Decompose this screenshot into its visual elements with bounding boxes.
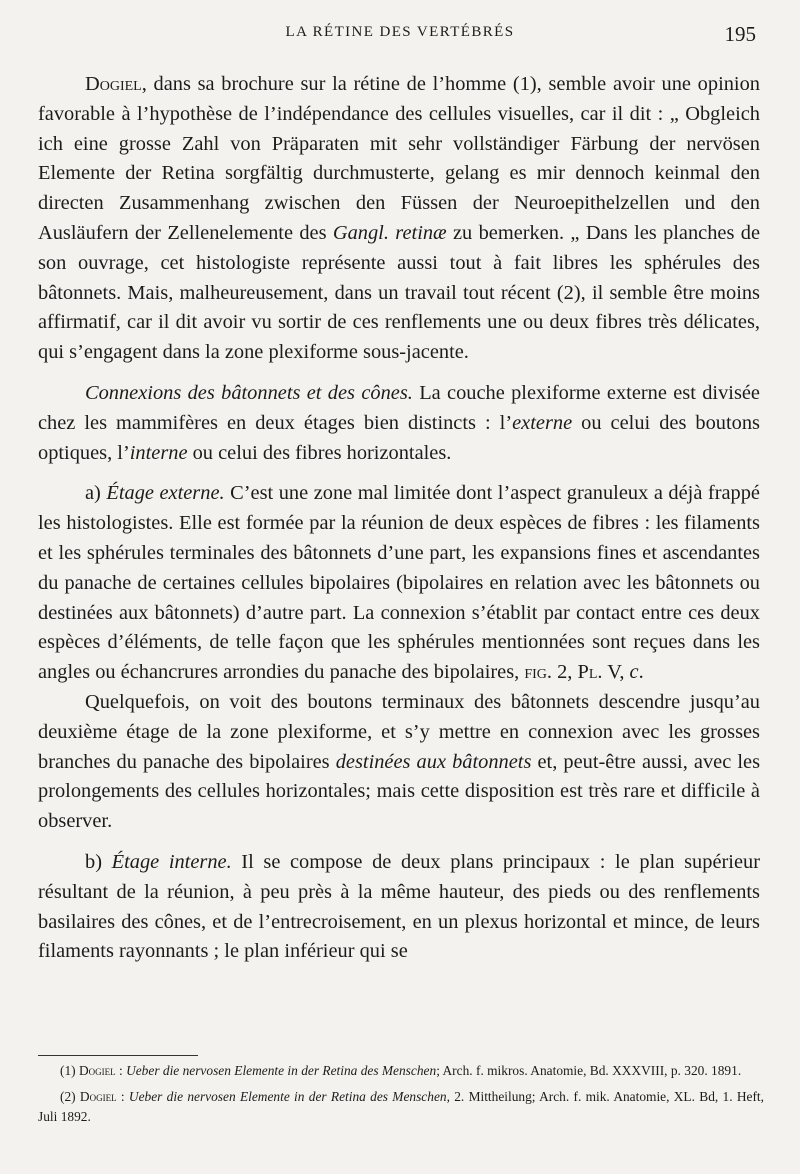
footnote-mark: (1) (60, 1063, 79, 1078)
paragraph-text: ou celui des fibres horizontales. (187, 441, 452, 464)
running-title: LA RÉTINE DES VERTÉBRÉS (285, 24, 515, 40)
footnote-author: Dogiel (78, 1063, 116, 1078)
paragraph-quelquefois (38, 688, 760, 837)
footnote-mark: (2) (60, 1089, 80, 1104)
footnote-text: : (116, 1089, 129, 1104)
author-name: Dogiel (85, 73, 142, 95)
italic-term: destinées aux bâtonnets (335, 750, 532, 773)
body-text (38, 70, 760, 967)
paragraph-etage-externe (38, 479, 760, 688)
page-number: 195 (724, 22, 756, 46)
section-heading: Étage externe. (106, 482, 225, 505)
item-label: b) (85, 850, 112, 873)
paragraph-text: C’est une zone mal limitée dont l’aspect granuleux a déjà frappé les histologistes. Elle est formée par la réunion de deux espèces de fibres : les filaments et les sphérules terminales des bâtonnets d’une part, les expansions fines et ascendantes du panache de certaines cellules bipolaires (bipolaires en relation avec les bâtonnets ou destinées aux bâtonnets) d’autre part. La connexion s’établit par contact entre ces deux espèces d’éléments, de telle façon que les sphérules mentionnées sont reçues dans les angles ou échancrures arrondies du panache des bipolaires, (38, 482, 760, 684)
paragraph-text: Il se compose de deux plans principaux : le plan supérieur résultant de la réunion, à peu près à la même hauteur, des pieds ou des renflements basilaires des cônes, et de l’entrecroisement, en un plexus horizontal et mince, de leurs filaments rayonnants ; le plan inférieur qui se (38, 850, 760, 963)
section-heading: Étage interne. (111, 850, 232, 873)
figure-letter: c (629, 661, 639, 684)
running-head (0, 24, 800, 54)
footnote-text: : (115, 1063, 127, 1078)
paragraph-text: zu bemerken. „ Dans les planches de son ouvrage, cet histologiste représente aussi tout à fait libres les sphérules des bâtonnets. Mais, malheureusement, dans un travail tout récent (2), il semble être moins affirmatif, car il dit avoir vu sortir de ces renflements une ou deux fibres très délicates, qui s’engagent dans la zone plexiforme sous-jacente. (38, 221, 761, 364)
italic-term: Gangl. retinæ (332, 221, 447, 244)
item-label: a) (85, 482, 107, 505)
section-heading: Connexions des bâtonnets et des cônes. (85, 381, 413, 404)
paragraph-text: ou celui des boutons optiques, l’ (38, 411, 760, 464)
footnote-text: ; Arch. f. mikros. Anatomie, Bd. XXXVIII, p. 320. 1891. (436, 1063, 742, 1078)
italic-term: externe (512, 411, 573, 434)
footnote-text: , 2. Mittheilung; Arch. f. mik. Anatomie, XL. Bd, 1. Heft, Juli 1892. (38, 1089, 765, 1124)
paragraph-text: Quelquefois, on voit des boutons terminaux des bâtonnets descendre jusqu’au deuxième étage de la zone plexiforme, et s’y mettre en connexion avec les grosses branches du panache des bipolaires (38, 690, 760, 773)
footnote-divider (38, 1055, 198, 1056)
footnote-title: Ueber die nervosen Elemente in der Retina des Menschen (128, 1089, 447, 1104)
footnote (38, 1087, 764, 1127)
paragraph-connexions (38, 379, 760, 468)
paragraph-text: et, peut-être aussi, avec les prolongements des cellules horizontales; mais cette disposition est très rare et difficile à observer. (38, 750, 761, 833)
footnote-author: Dogiel (79, 1089, 117, 1104)
footnotes (38, 1061, 764, 1133)
paragraph-text: La couche plexiforme externe est divisée chez les mammifères en deux étages bien distincts : l’ (38, 381, 760, 434)
paragraph-text: , dans sa brochure sur la rétine de l’homme (1), semble avoir une opinion favorable à l’hypothèse de l’indépendance des cellules visuelles, car il dit : „ Obgleich ich eine grosse Zahl von Präparaten mit sehr vollständiger Färbung der nervösen Elemente der Retina sorgfältig durchmusterte, gelang es mir dennoch keinmal den directen Zusammenhang zwischen den Füssen der Neuroepithelzellen und den Ausläufern der Zellenelemente des (38, 73, 760, 244)
italic-term: interne (129, 441, 188, 464)
paragraph-etage-interne (38, 848, 760, 967)
paragraph-dogiel (38, 70, 760, 368)
figure-reference: fig. 2, Pl. V, (524, 661, 630, 684)
footnote-title: Ueber die nervosen Elemente in der Retina des Menschen (126, 1063, 437, 1078)
paragraph-text: . (638, 661, 644, 684)
footnote (38, 1061, 764, 1081)
